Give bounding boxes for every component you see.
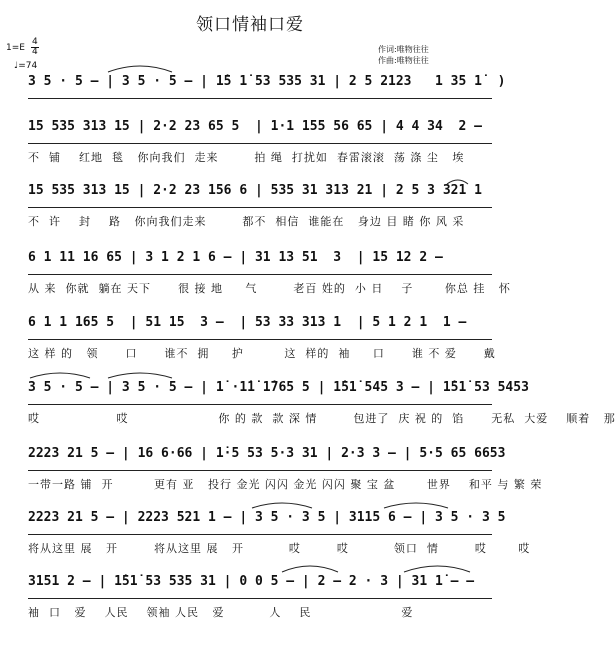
notation-line: 6 1 11 16 65 | 3 1 2 1 6 – | 31 13 51 3 | 15 12 2 – (28, 250, 492, 275)
slur (252, 503, 312, 508)
lyric-line: 不 铺 红地 毯 你向我们 走来 拍 绳 打扰如 春雷滚滚 荡 涤 尘 埃 (28, 151, 465, 164)
lyric-line: 将从这里 展 开 将从这里 展 开 哎 哎 领口 情 哎 哎 (28, 542, 531, 555)
lyric-line: 一带一路 铺 开 更有 亚 投行 金光 闪闪 金光 闪闪 聚 宝 盆 世界 和平 与 繁 荣 (28, 478, 543, 491)
notation-line: 3 5 · 5 – | 3 5 · 5 – | 1̇5 1̇ 53 535 31 | 2 5 2123 1 35 1̇ ) (28, 74, 492, 99)
notation-line: 15 535 313 15 | 2·2 23 65 5 | 1·1 155 56 65 | 4 4 34 2 – (28, 119, 492, 144)
slur (384, 503, 448, 508)
notation-line: 15 535 313 15 | 2·2 23 156 6 | 535 31 313 21 | 2 5 3 321 1 (28, 183, 492, 208)
page-title: 领口情袖口爱 (196, 15, 304, 35)
notation-line: 6 1 1 165 5 | 51 15 3 – | 53 33 313 1 | 5 1 2 1 1 – (28, 315, 492, 340)
slur (108, 373, 172, 378)
lyric-line: 袖 口 爱 人民 领袖 人民 爱 人 民 爱 (28, 606, 414, 619)
time-unit: 4 (31, 47, 38, 57)
notation-line: 3 5 · 5 – | 3 5 · 5 – | 1̇ ·1̇1̇ 1̇765 5 | 1̇51̇ 545 3 – | 1̇51̇ 53 5453 (28, 380, 492, 405)
slur (404, 566, 470, 572)
composer: 作曲:唯物往往 (378, 56, 429, 65)
lyric-line: 这 样 的 领 口 谁不 拥 护 这 样的 袖 口 谁 不 爱 戴 (28, 347, 496, 360)
tempo-mark: ♩=74 (14, 61, 38, 71)
notation-line: 3151 2 – | 1̇51̇ 53 535 31 | 0 0 5 – | 2 – 2 · 3 | 31 1̇ – – (28, 574, 492, 599)
slur (282, 566, 338, 572)
key-label: 1=E (6, 43, 25, 53)
slur (30, 373, 90, 378)
slur (108, 66, 172, 72)
notation-line: 2223 21 5 – | 2223 521 1 – | 3 5 · 3 5 | 3115 6 – | 3 5 · 3 5 (28, 510, 492, 535)
lyric-line: 哎 哎 你 的 款 款 深 情 包进了 庆 祝 的 馅 无私 大爱 顺着 那 (28, 412, 616, 425)
lyric-line: 不 许 封 路 你向我们走来 都不 相信 谁能在 身边 目 睹 你 风 采 (28, 215, 465, 228)
lyricist: 作词:唯物往往 (378, 45, 429, 54)
lyric-line: 从 来 你就 躺在 天下 很 接 地 气 老百 姓的 小 日 子 你总 挂 怀 (28, 282, 511, 295)
notation-line: 2223 21 5 – | 16 6·66 | 1̇·5 53 5·3 31 | 2·3 3 – | 5·5 65 6653 (28, 446, 492, 471)
time-beats: 4 (31, 37, 38, 47)
slur (447, 180, 468, 184)
